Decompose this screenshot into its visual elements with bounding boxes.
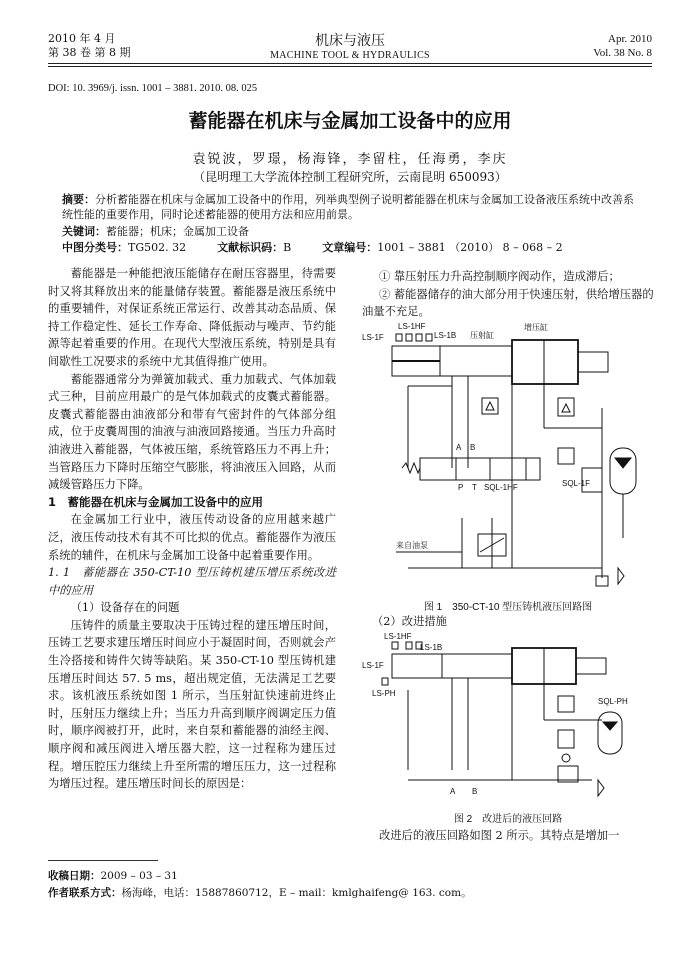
affiliation: （昆明理工大学流体控制工程研究所，云南昆明 650093） xyxy=(193,170,507,184)
fig1-label-sql1hf: SQL-1HF xyxy=(484,483,518,492)
contact-label: 作者联系方式： xyxy=(48,887,122,899)
journal-name-cn: 机床与液压 xyxy=(315,33,385,49)
fig2-label-lsph: LS-PH xyxy=(372,689,396,698)
article-no-value: 1001 – 3881 （2010） 8 – 068 – 2 xyxy=(377,241,563,254)
article-no-label: 文章编号： xyxy=(322,241,378,254)
fig2-limit-switches xyxy=(382,642,422,685)
reason-item-1: ① 靠压射压力升高控制顺序阀动作，造成滞后； xyxy=(378,270,620,283)
figure-2-caption: 图 2 改进后的液压回路 xyxy=(453,814,563,825)
fig1-port-p: P xyxy=(458,483,464,492)
footnote xyxy=(48,868,472,902)
keywords-text: 蓄能器；机床；金属加工设备 xyxy=(106,225,249,238)
authors: 袁锐波，罗璟，杨海锋，李留柱，任海勇，李庆 xyxy=(192,152,508,167)
received-date xyxy=(48,868,472,885)
doi: DOI: 10. 3969/j. issn. 1001 – 3881. 2010. 08. 025 xyxy=(48,83,258,94)
clc-value: TG502. 32 xyxy=(128,241,187,254)
footnote-rule xyxy=(48,860,158,861)
doc-code-label: 文献标识码： xyxy=(217,241,284,254)
fig1-shot-cylinder xyxy=(392,346,512,376)
paragraph-problem: 压铸件的质量主要取决于压铸过程的建压增压时间，压铸工艺要求建压增压时间应小于凝固时间，否则就会产生冷搭接和铸件欠铸等缺陷。某 350-CT-10 型压铸机建压增压时间达 57. 5 ms，超出规定值，无法满足工艺要求。该机液压系统如图 1 所示，当压射缸快速前进终止时，压射压力继续上升；当压力升高到顺序阀调定压力值时，顺序阀被打开，此时，来自泵和蓄能器的油经主阀、顺序阀和减压阀进入增压器大腔，这一过程称为建压过程。增压腔压力继续上升至所需的增压压力，这一过程称为增压过程。建压增压时间长的原因是： xyxy=(48,618,336,791)
fig2-lines xyxy=(408,678,602,780)
subheading-improvement: （2）改进措施 xyxy=(372,615,447,628)
paragraph-types: 蓄能器通常分为弹簧加载式、重力加载式、气体加载式三种，目前应用最广的是气体加载式的皮囊式蓄能器。皮囊式蓄能器由油液部分和带有气密封件的气体部分组成，位于皮囊周围的油液与油液回路接通。当压力升高时油液进入蓄能器，气体被压缩，系统管路压力不再上升；当管路压力下降时压缩空气膨胀，将油液压入回路，从而减缓管路压力下降。 xyxy=(48,372,336,492)
fig1-port-t: T xyxy=(472,483,477,492)
reason-item-2: ② 蓄能器储存的油大部分用于快速压射，供给增压器的油量不充足。 xyxy=(362,287,654,319)
contact-value: 杨海峰，电话：15887860712，E – mail：kmlghaifeng@ 163. com。 xyxy=(121,887,472,899)
fig2-port-b: B xyxy=(472,787,478,796)
fig1-label-ls1f: LS-1F xyxy=(362,333,384,342)
header-rule xyxy=(48,63,652,64)
subheading-problem: （1）设备存在的问题 xyxy=(70,601,180,615)
fig1-label-ls1b: LS-1B xyxy=(434,331,457,340)
contact-info xyxy=(48,885,472,902)
fig1-lines xyxy=(408,376,602,578)
doc-code-value: B xyxy=(283,241,292,254)
fig1-check-valves xyxy=(482,398,602,492)
fig2-label-sqlph: SQL-PH xyxy=(598,697,628,706)
keywords xyxy=(62,224,640,239)
clc-label: 中图分类号： xyxy=(62,241,128,254)
figure-1-caption: 图 1 350-CT-10 型压铸机液压回路图 xyxy=(423,602,593,613)
fig1-port-a: A xyxy=(456,443,462,452)
issue-volume-en: Vol. 38 No. 8 xyxy=(593,47,652,59)
fig2-label-ls1f: LS-1F xyxy=(362,661,384,670)
fig1-drain-valves xyxy=(596,568,624,586)
fig1-limit-switches xyxy=(396,334,432,341)
fig2-label-ls1hf: LS-1HF xyxy=(384,632,412,641)
fig2-port-a: A xyxy=(450,787,456,796)
fig1-label-shot-cylinder: 压射缸 xyxy=(470,331,494,340)
abstract-text: 分析蓄能器在机床与金属加工设备中的作用，列举典型例子说明蓄能器在机床与金属加工设备液压系统中改善系统性能的重要作用，同时论述蓄能器的使用方法和应用前景。 xyxy=(62,193,634,221)
paper-title: 蓄能器在机床与金属加工设备中的应用 xyxy=(188,110,512,132)
fig2-valves xyxy=(558,696,622,796)
fig1-accumulator xyxy=(610,448,636,538)
received-value: 2009 – 03 – 31 xyxy=(100,870,178,882)
classification-line xyxy=(62,240,640,255)
abstract xyxy=(62,192,640,222)
paragraph-section-1: 在金属加工行业中，液压传动设备的应用越来越广泛，液压传动技术有其不可比拟的优点。蓄能器作为液压系统的辅件，在机床与金属加工设备中起着重要作用。 xyxy=(48,513,336,562)
fig1-main-valve xyxy=(402,458,540,480)
abstract-label: 摘要： xyxy=(62,193,95,206)
journal-name-en: MACHINE TOOL & HYDRAULICS xyxy=(270,50,430,61)
fig1-booster-cylinder xyxy=(512,340,608,384)
fig1-port-b: B xyxy=(470,443,476,452)
keywords-label: 关键词： xyxy=(62,225,106,238)
figure-1-circuit xyxy=(362,318,654,596)
fig2-label-ls1b: LS-1B xyxy=(420,643,443,652)
issue-date-cn: 2010 年 4 月 xyxy=(48,32,116,45)
section-1-heading: 1 蓄能器在机床与金属加工设备中的应用 xyxy=(48,494,263,509)
fig1-label-booster: 增压缸 xyxy=(524,323,548,332)
fig2-cylinders xyxy=(392,648,606,684)
left-column xyxy=(48,265,336,793)
issue-volume-cn: 第 38 卷 第 8 期 xyxy=(48,46,131,59)
received-label: 收稿日期： xyxy=(48,870,101,882)
paragraph-improvement: 改进后的液压回路如图 2 所示。其特点是增加一 xyxy=(378,829,620,842)
issue-date-en: Apr. 2010 xyxy=(608,33,652,45)
issue-info-en xyxy=(593,32,652,60)
paragraph-intro: 蓄能器是一种能把液压能储存在耐压容器里，待需要时又将其释放出来的能量储存装置。蓄能器是液压系统中的重要辅件，对保证系统正常运行、改善其动态品质、保持工作稳定性、延长工作寿命、降低振动与噪声、节约能源等起着重要的作用。在现代大型液压系统，特别是具有间歇性工况要求的系统中尤其值得推广使用。 xyxy=(48,267,336,368)
fig1-label-from-pump: 来自油泵 xyxy=(396,541,428,550)
fig1-label-sql1f: SQL-1F xyxy=(562,479,591,488)
section-1-1-heading: 1. 1 蓄能器在 350-CT-10 型压铸机建压增压系统改进中的应用 xyxy=(48,566,336,597)
figure-2-circuit xyxy=(362,630,654,806)
right-column-top xyxy=(362,268,654,321)
fig1-label-ls1hf: LS-1HF xyxy=(398,322,426,331)
header-rule-thin xyxy=(48,66,652,67)
